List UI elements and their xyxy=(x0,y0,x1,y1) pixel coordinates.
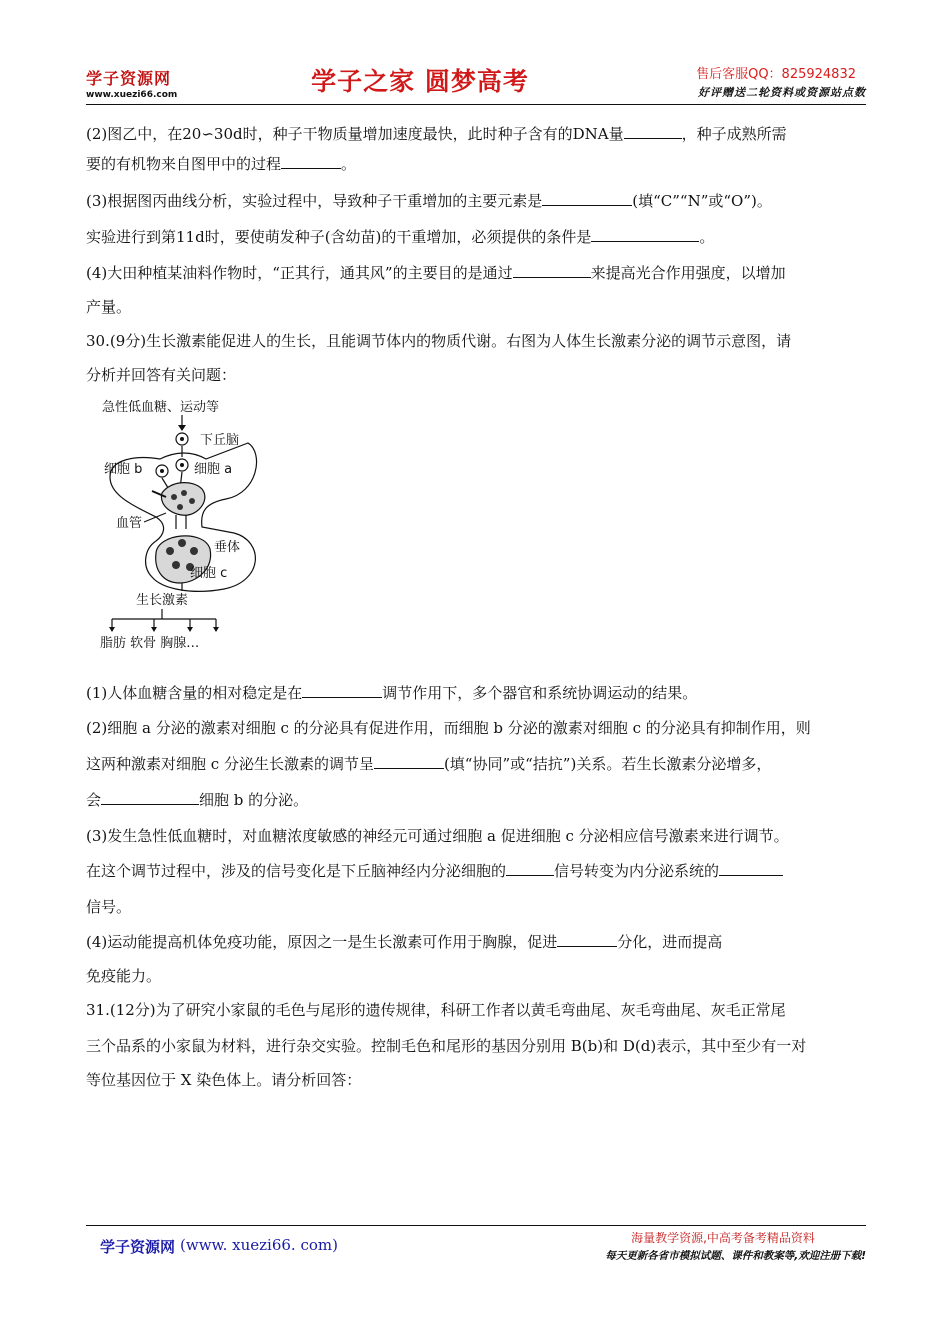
q29-part4-line2: 产量。 xyxy=(86,298,132,316)
q30-part2-line3: 会 细胞 b 的分泌。 xyxy=(86,791,309,809)
figure-label-pituitary: 垂体 xyxy=(214,540,241,555)
answer-blank[interactable] xyxy=(281,154,341,169)
answer-blank[interactable] xyxy=(302,683,382,698)
figure-label-cell-b: 细胞 b xyxy=(104,462,143,477)
figure-label-cell-a: 细胞 a xyxy=(194,462,233,477)
q29-part4-line1: (4)大田种植某油料作物时，“正其行，通其风”的主要目的是通过 来提高光合作用强度，以增加 xyxy=(86,264,786,282)
figure-label-hypothalamus: 下丘脑 xyxy=(200,433,240,448)
q30-part2-line2: 这两种激素对细胞 c 分泌生长激素的调节呈 (填“协同”或“拮抗”)关系。若生长激素分泌增多， xyxy=(86,755,772,773)
answer-blank[interactable] xyxy=(374,754,444,769)
service-qq: 售后客服QQ：825924832 xyxy=(696,67,856,82)
q30-part4-line2: 免疫能力。 xyxy=(86,967,162,985)
answer-blank[interactable] xyxy=(719,861,783,876)
header-slogan: 学子之家 圆梦高考 xyxy=(311,67,529,96)
q30-part3-line2: 在这个调节过程中，涉及的信号变化是下丘脑神经内分泌细胞的 信号转变为内分泌系统的 xyxy=(86,860,783,882)
review-note: 好评赠送二轮资料或资源站点数 xyxy=(698,86,866,99)
figure-label-growth-hormone: 生长激素 xyxy=(136,593,189,608)
q30-part3-line1: (3)发生急性低血糖时，对血糖浓度敏感的神经元可通过细胞 a 促进细胞 c 分泌相应信号激素来进行调节。 xyxy=(86,827,789,845)
q30-part1: (1)人体血糖含量的相对稳定是在 调节作用下，多个器官和系统协调运动的结果。 xyxy=(86,684,698,702)
q29-part2-line1: (2)图乙中，在20∽30d时，种子干物质量增加速度最快，此时种子含有的DNA量 ，种子成熟所需 xyxy=(86,125,787,143)
q31-line2: 三个品系的小家鼠为材料，进行杂交实验。控制毛色和尾形的基因分别用 B(b)和 D(d)表示，其中至少有一对 xyxy=(86,1037,807,1055)
answer-blank[interactable] xyxy=(591,227,699,242)
footer-promo-title: 海量教学资源,中高考备考精品资料 xyxy=(631,1231,815,1245)
header-divider xyxy=(86,104,866,105)
footer-site-name[interactable]: 学子资源网 xyxy=(100,1238,176,1256)
q30-part4-line1: (4)运动能提高机体免疫功能，原因之一是生长激素可作用于胸腺，促进 分化，进而提高 xyxy=(86,933,723,951)
q29-part3-line2: 实验进行到第11d时，要使萌发种子(含幼苗)的干重增加，必须提供的条件是 。 xyxy=(86,228,715,246)
figure-label-targets: 脂肪 软骨 胸腺… xyxy=(100,636,200,651)
growth-hormone-regulation-diagram xyxy=(96,393,268,655)
q29-part2-line2: 要的有机物来自图甲中的过程 。 xyxy=(86,155,357,173)
logo-url: www.xuezi66.com xyxy=(86,90,178,100)
figure-label-trigger: 急性低血糖、运动等 xyxy=(102,400,220,415)
q30-intro-line1: 30.(9分)生长激素能促进人的生长，且能调节体内的物质代谢。右图为人体生长激素分泌的调节示意图，请 xyxy=(86,332,792,350)
answer-blank[interactable] xyxy=(624,124,682,139)
footer-divider xyxy=(86,1225,866,1226)
q31-line3: 等位基因位于 X 染色体上。请分析回答： xyxy=(86,1071,362,1089)
answer-blank[interactable] xyxy=(542,191,632,206)
answer-blank[interactable] xyxy=(101,790,199,805)
q29-part3-line1: (3)根据图丙曲线分析，实验过程中，导致种子干重增加的主要元素是 (填“C”“N”或“O”)。 xyxy=(86,192,772,210)
q30-part2-line1: (2)细胞 a 分泌的激素对细胞 c 的分泌具有促进作用，而细胞 b 分泌的激素对细胞 c 的分泌具有抑制作用，则 xyxy=(86,719,811,737)
footer-promo-text: 每天更新各省市模拟试题、课件和教案等,欢迎注册下载! xyxy=(605,1250,866,1262)
q30-intro-line2: 分析并回答有关问题： xyxy=(86,366,237,384)
answer-blank[interactable] xyxy=(557,932,617,947)
answer-blank[interactable] xyxy=(513,263,591,278)
figure-label-cell-c: 细胞 c xyxy=(190,566,228,581)
logo-name: 学子资源网 xyxy=(86,69,172,88)
q31-line1: 31.(12分)为了研究小家鼠的毛色与尾形的遗传规律，科研工作者以黄毛弯曲尾、灰毛弯曲尾、灰毛正常尾 xyxy=(86,1001,786,1019)
figure-label-vessel: 血管 xyxy=(116,516,143,531)
answer-blank[interactable] xyxy=(506,861,554,876)
site-logo[interactable] xyxy=(86,66,177,100)
footer-site-url[interactable]: (www. xuezi66. com) xyxy=(180,1236,338,1254)
q30-part3-line3: 信号。 xyxy=(86,898,132,916)
